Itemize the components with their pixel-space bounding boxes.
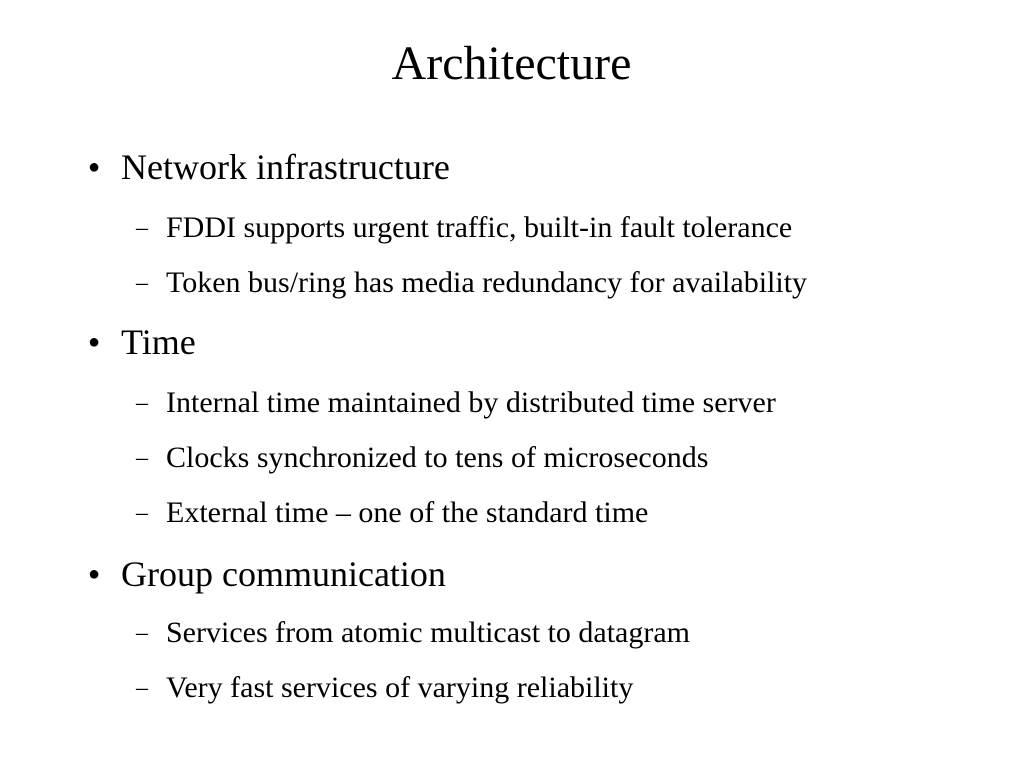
dash-icon: – xyxy=(136,445,148,471)
dash-icon: – xyxy=(136,620,148,646)
sub-bullet-text: Very fast services of varying reliability xyxy=(166,671,634,704)
sub-bullet-text: FDDI supports urgent traffic, built-in fault tolerance xyxy=(166,211,793,244)
dash-icon: – xyxy=(136,390,148,416)
bullet-text: Time xyxy=(121,322,196,362)
sub-bullet-text: Clocks synchronized to tens of microseconds xyxy=(166,441,709,474)
sub-bullet-text: External time – one of the standard time xyxy=(166,496,649,529)
dash-icon: – xyxy=(136,500,148,526)
bullet-text: Network infrastructure xyxy=(121,147,450,187)
bullet-icon: ● xyxy=(88,156,101,178)
bullet-text: Group communication xyxy=(121,554,446,594)
sub-bullet-text: Internal time maintained by distributed time server xyxy=(166,386,776,419)
dash-icon: – xyxy=(136,270,148,296)
bullet-icon: ● xyxy=(88,563,101,585)
sub-bullet-text: Services from atomic multicast to datagram xyxy=(166,616,691,649)
dash-icon: – xyxy=(136,215,148,241)
sub-bullet-text: Token bus/ring has media redundancy for availability xyxy=(166,266,808,299)
dash-icon: – xyxy=(136,675,148,701)
slide-title: Architecture xyxy=(391,37,632,90)
bullet-icon: ● xyxy=(88,331,101,353)
